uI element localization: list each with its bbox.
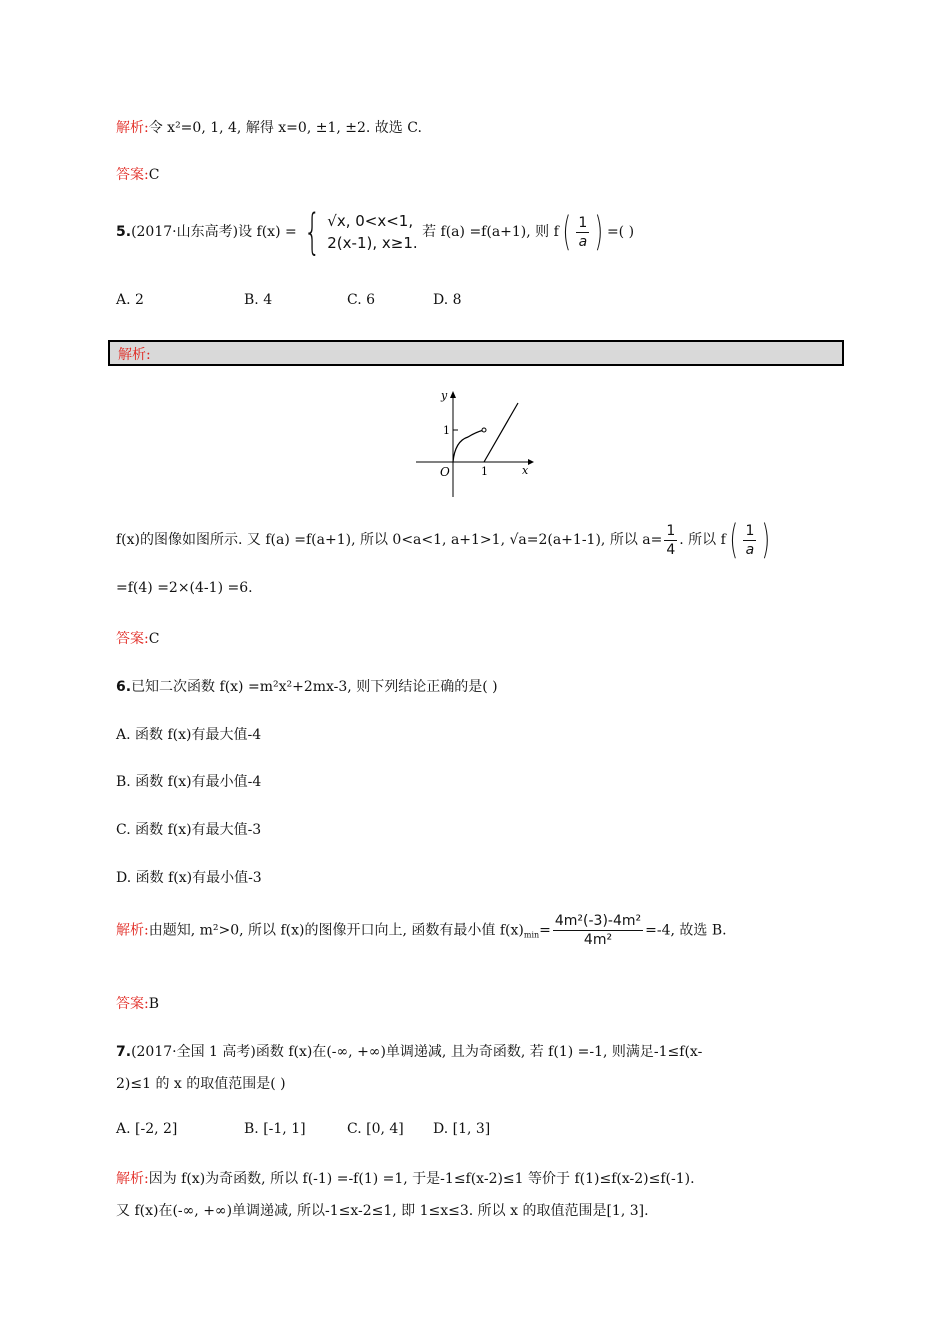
- q7-option-b: B. [-1, 1]: [244, 1121, 306, 1137]
- q5-solution-line2: =f(4) =2×(4-1) =6.: [116, 580, 253, 596]
- question-number: 6.: [116, 679, 132, 695]
- fraction-1-over-a: [743, 522, 756, 559]
- analysis-label: 解析:: [116, 1171, 149, 1187]
- q5-solution-line1: [116, 517, 774, 563]
- open-endpoint: [482, 428, 486, 432]
- analysis-text-pre: 由题知, m²>0, 所以 f(x)的图像开口向上, 函数有最小值 f(x): [148, 922, 524, 939]
- origin-label: O: [440, 465, 450, 479]
- q5-stem: [116, 204, 635, 260]
- answer-value: C: [148, 167, 160, 183]
- answer-value: C: [148, 631, 160, 647]
- q6-option-a: A. 函数 f(x)有最大值-4: [116, 727, 262, 743]
- fraction-denominator: 4m²: [583, 932, 613, 948]
- y-axis-arrow: [450, 391, 456, 398]
- fraction-numerator: 4m²(-3)-4m²: [554, 913, 642, 929]
- question-number: 7.: [116, 1044, 132, 1060]
- stem-pre: 设 f(x) =: [238, 224, 297, 240]
- y-axis-label: y: [441, 389, 448, 402]
- q4-analysis: [116, 117, 422, 137]
- subscript-min: min: [523, 930, 540, 940]
- answer-label: 答案:: [116, 631, 149, 647]
- tick-x-label: 1: [481, 465, 488, 478]
- q5-option-b: B. 4: [244, 292, 273, 308]
- linear-ray: [484, 403, 518, 462]
- q6-answer: [116, 993, 159, 1013]
- x-axis-arrow: [528, 459, 534, 465]
- root-curve: [453, 430, 484, 462]
- analysis-text: 令 x²=0, 1, 4, 解得 x=0, ±1, ±2. 故选 C.: [148, 120, 422, 136]
- analysis-label: 解析:: [118, 347, 151, 363]
- q6-stem: [116, 676, 498, 696]
- question-number: 5.: [116, 224, 132, 240]
- solution-text-b: . 所以 f: [679, 532, 726, 548]
- piecewise-cases: [327, 210, 417, 254]
- fraction-numerator: 1: [666, 522, 676, 539]
- case-2: 2(x-1), x≥1.: [327, 234, 418, 252]
- question-stem: (2017·全国 1 高考)函数 f(x)在(-∞, +∞)单调递减, 且为奇函数, 若 f(1) =-1, 则满足-1≤f(x-: [131, 1044, 703, 1060]
- analysis-label: 解析:: [116, 120, 149, 136]
- left-paren: (: [729, 517, 738, 563]
- solution-text-a: f(x)的图像如图所示. 又 f(a) =f(a+1), 所以 0<a<1, a+1>1, √a=2(a+1-1), 所以 a=: [116, 532, 663, 548]
- q6-analysis: [116, 912, 727, 949]
- fraction-numerator: 1: [745, 522, 755, 539]
- q7-analysis-line1: [116, 1168, 695, 1188]
- q7-analysis-line2: 又 f(x)在(-∞, +∞)单调递减, 所以-1≤x-2≤1, 即 1≤x≤3. 所以 x 的取值范围是[1, 3].: [116, 1203, 649, 1219]
- fraction-denominator: 4: [666, 541, 676, 558]
- fraction-1-over-a: [576, 214, 589, 251]
- question-source: (2017·山东高考): [131, 224, 239, 240]
- q7-stem-line2: 2)≤1 的 x 的取值范围是( ): [116, 1076, 286, 1092]
- q7-stem-line1: [116, 1041, 702, 1061]
- right-paren: ): [594, 209, 604, 255]
- q7-option-a: A. [-2, 2]: [116, 1121, 178, 1137]
- q5-option-a: A. 2: [116, 292, 144, 308]
- case-1: √x, 0<x<1,: [327, 212, 414, 230]
- tick-y-label: 1: [443, 424, 450, 437]
- analysis-text-post: =-4, 故选 B.: [645, 922, 727, 939]
- q5-answer: [116, 628, 159, 648]
- analysis-label: 解析:: [116, 922, 149, 939]
- answer-label: 答案:: [116, 996, 149, 1012]
- q5-analysis-box: [108, 340, 844, 366]
- left-paren: (: [562, 209, 571, 255]
- equals-sign: =: [539, 922, 551, 939]
- q6-option-b: B. 函数 f(x)有最小值-4: [116, 774, 262, 790]
- answer-value: B: [148, 996, 160, 1012]
- right-paren: ): [761, 517, 771, 563]
- answer-label: 答案:: [116, 167, 149, 183]
- q6-option-c: C. 函数 f(x)有最大值-3: [116, 822, 262, 838]
- analysis-text: 因为 f(x)为奇函数, 所以 f(-1) =-f(1) =1, 于是-1≤f(x-2)≤1 等价于 f(1)≤f(x-2)≤f(-1).: [148, 1171, 695, 1187]
- fraction-denominator: a: [745, 541, 755, 558]
- q7-option-c: C. [0, 4]: [347, 1121, 404, 1137]
- q4-answer: [116, 164, 159, 184]
- q7-option-d: D. [1, 3]: [433, 1121, 491, 1137]
- fraction-denominator: a: [578, 233, 588, 250]
- left-brace: {: [303, 204, 321, 260]
- fraction-one-quarter: [664, 522, 677, 559]
- x-axis-label: x: [522, 464, 529, 477]
- q5-option-d: D. 8: [433, 292, 462, 308]
- q5-option-c: C. 6: [347, 292, 376, 308]
- function-graph: [412, 385, 537, 500]
- fraction-numerator: 1: [578, 214, 588, 231]
- q6-option-d: D. 函数 f(x)有最小值-3: [116, 870, 262, 886]
- stem-end: =( ): [606, 224, 635, 240]
- question-stem: 已知二次函数 f(x) =m²x²+2mx-3, 则下列结论正确的是( ): [131, 679, 498, 695]
- stem-post: 若 f(a) =f(a+1), 则 f: [422, 224, 559, 240]
- min-value-fraction: [553, 912, 643, 949]
